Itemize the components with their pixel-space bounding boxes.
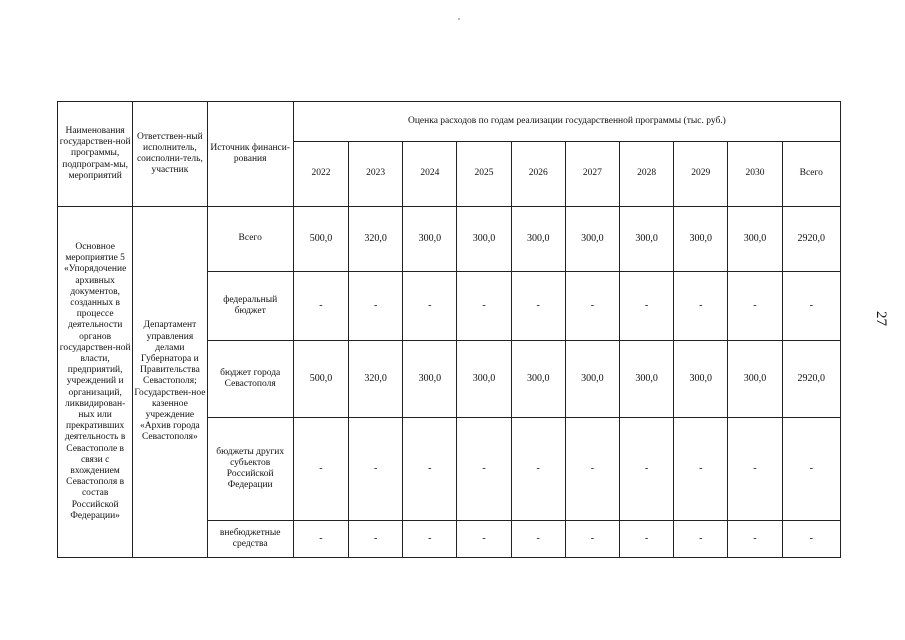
total-cell: 2920,0 <box>782 341 840 418</box>
source-cell: федеральный бюджет <box>207 272 293 341</box>
value-cell: 300,0 <box>619 207 673 272</box>
header-source-column: Источник финанси-рования <box>207 102 293 207</box>
value-cell: 300,0 <box>674 207 728 272</box>
value-cell: - <box>293 521 348 558</box>
source-cell: Всего <box>207 207 293 272</box>
table-body <box>58 102 841 558</box>
value-cell: 300,0 <box>403 207 457 272</box>
page-number: 27 <box>873 311 889 326</box>
total-cell: - <box>782 418 840 521</box>
value-cell: - <box>403 418 457 521</box>
value-cell: 300,0 <box>403 341 457 418</box>
header-responsible-column: Ответствен-ный исполнитель, соисполни-тель, участник <box>133 102 207 207</box>
year-header: 2026 <box>511 142 565 207</box>
value-cell: - <box>565 521 619 558</box>
value-cell: - <box>293 272 348 341</box>
value-cell: - <box>457 418 511 521</box>
total-cell: - <box>782 521 840 558</box>
value-cell: - <box>728 418 782 521</box>
value-cell: - <box>457 521 511 558</box>
value-cell: 500,0 <box>293 341 348 418</box>
value-cell: 320,0 <box>349 341 403 418</box>
header-row-1 <box>58 102 841 142</box>
value-cell: 300,0 <box>674 341 728 418</box>
value-cell: - <box>511 521 565 558</box>
scan-speck <box>458 18 460 20</box>
year-header: 2024 <box>403 142 457 207</box>
value-cell: - <box>349 272 403 341</box>
value-cell: 300,0 <box>511 341 565 418</box>
value-cell: - <box>674 272 728 341</box>
value-cell: - <box>403 272 457 341</box>
value-cell: - <box>457 272 511 341</box>
source-cell: бюджеты других субъектов Российской Федерации <box>207 418 293 521</box>
value-cell: 300,0 <box>728 341 782 418</box>
value-cell: 300,0 <box>457 341 511 418</box>
value-cell: 300,0 <box>511 207 565 272</box>
value-cell: - <box>511 418 565 521</box>
total-cell: 2920,0 <box>782 207 840 272</box>
year-header: 2023 <box>349 142 403 207</box>
value-cell: 300,0 <box>565 207 619 272</box>
value-cell: - <box>349 418 403 521</box>
value-cell: - <box>728 272 782 341</box>
year-header: 2027 <box>565 142 619 207</box>
value-cell: - <box>511 272 565 341</box>
value-cell: 300,0 <box>565 341 619 418</box>
budget-table <box>57 101 841 558</box>
value-cell: 500,0 <box>293 207 348 272</box>
value-cell: - <box>565 418 619 521</box>
value-cell: - <box>674 418 728 521</box>
year-header: 2030 <box>728 142 782 207</box>
value-cell: 320,0 <box>349 207 403 272</box>
total-header: Всего <box>782 142 840 207</box>
value-cell: - <box>674 521 728 558</box>
value-cell: - <box>565 272 619 341</box>
year-header: 2029 <box>674 142 728 207</box>
value-cell: 300,0 <box>457 207 511 272</box>
source-cell: бюджет города Севастополя <box>207 341 293 418</box>
value-cell: - <box>293 418 348 521</box>
value-cell: - <box>728 521 782 558</box>
header-name-column: Наименования государствен-ной программы, подпрограм-мы, мероприятий <box>58 102 133 207</box>
value-cell: - <box>619 272 673 341</box>
value-cell: - <box>619 418 673 521</box>
value-cell: - <box>349 521 403 558</box>
total-cell: - <box>782 272 840 341</box>
year-header: 2022 <box>293 142 348 207</box>
year-header: 2025 <box>457 142 511 207</box>
responsible-cell: Департамент управления делами Губернатора и Правительства Севастополя; Государствен-ное казенное учреждение «Архив города Севастополя» <box>133 207 207 558</box>
header-estimate-title: Оценка расходов по годам реализации государственной программы (тыс. руб.) <box>293 102 840 142</box>
table-row <box>58 207 841 272</box>
source-cell: внебюджетные средства <box>207 521 293 558</box>
year-header: 2028 <box>619 142 673 207</box>
value-cell: 300,0 <box>619 341 673 418</box>
value-cell: 300,0 <box>728 207 782 272</box>
value-cell: - <box>403 521 457 558</box>
value-cell: - <box>619 521 673 558</box>
activity-name-cell: Основное мероприятие 5 «Упорядочение архивных документов, созданных в процессе деятельности органов государствен-ной власти, предприятий, учреждений и организаций, ликвидирован-ных или прекративших деятельность в Севастополе в связи с вхождением Севастополя в состав Российской Федерации» <box>58 207 133 558</box>
